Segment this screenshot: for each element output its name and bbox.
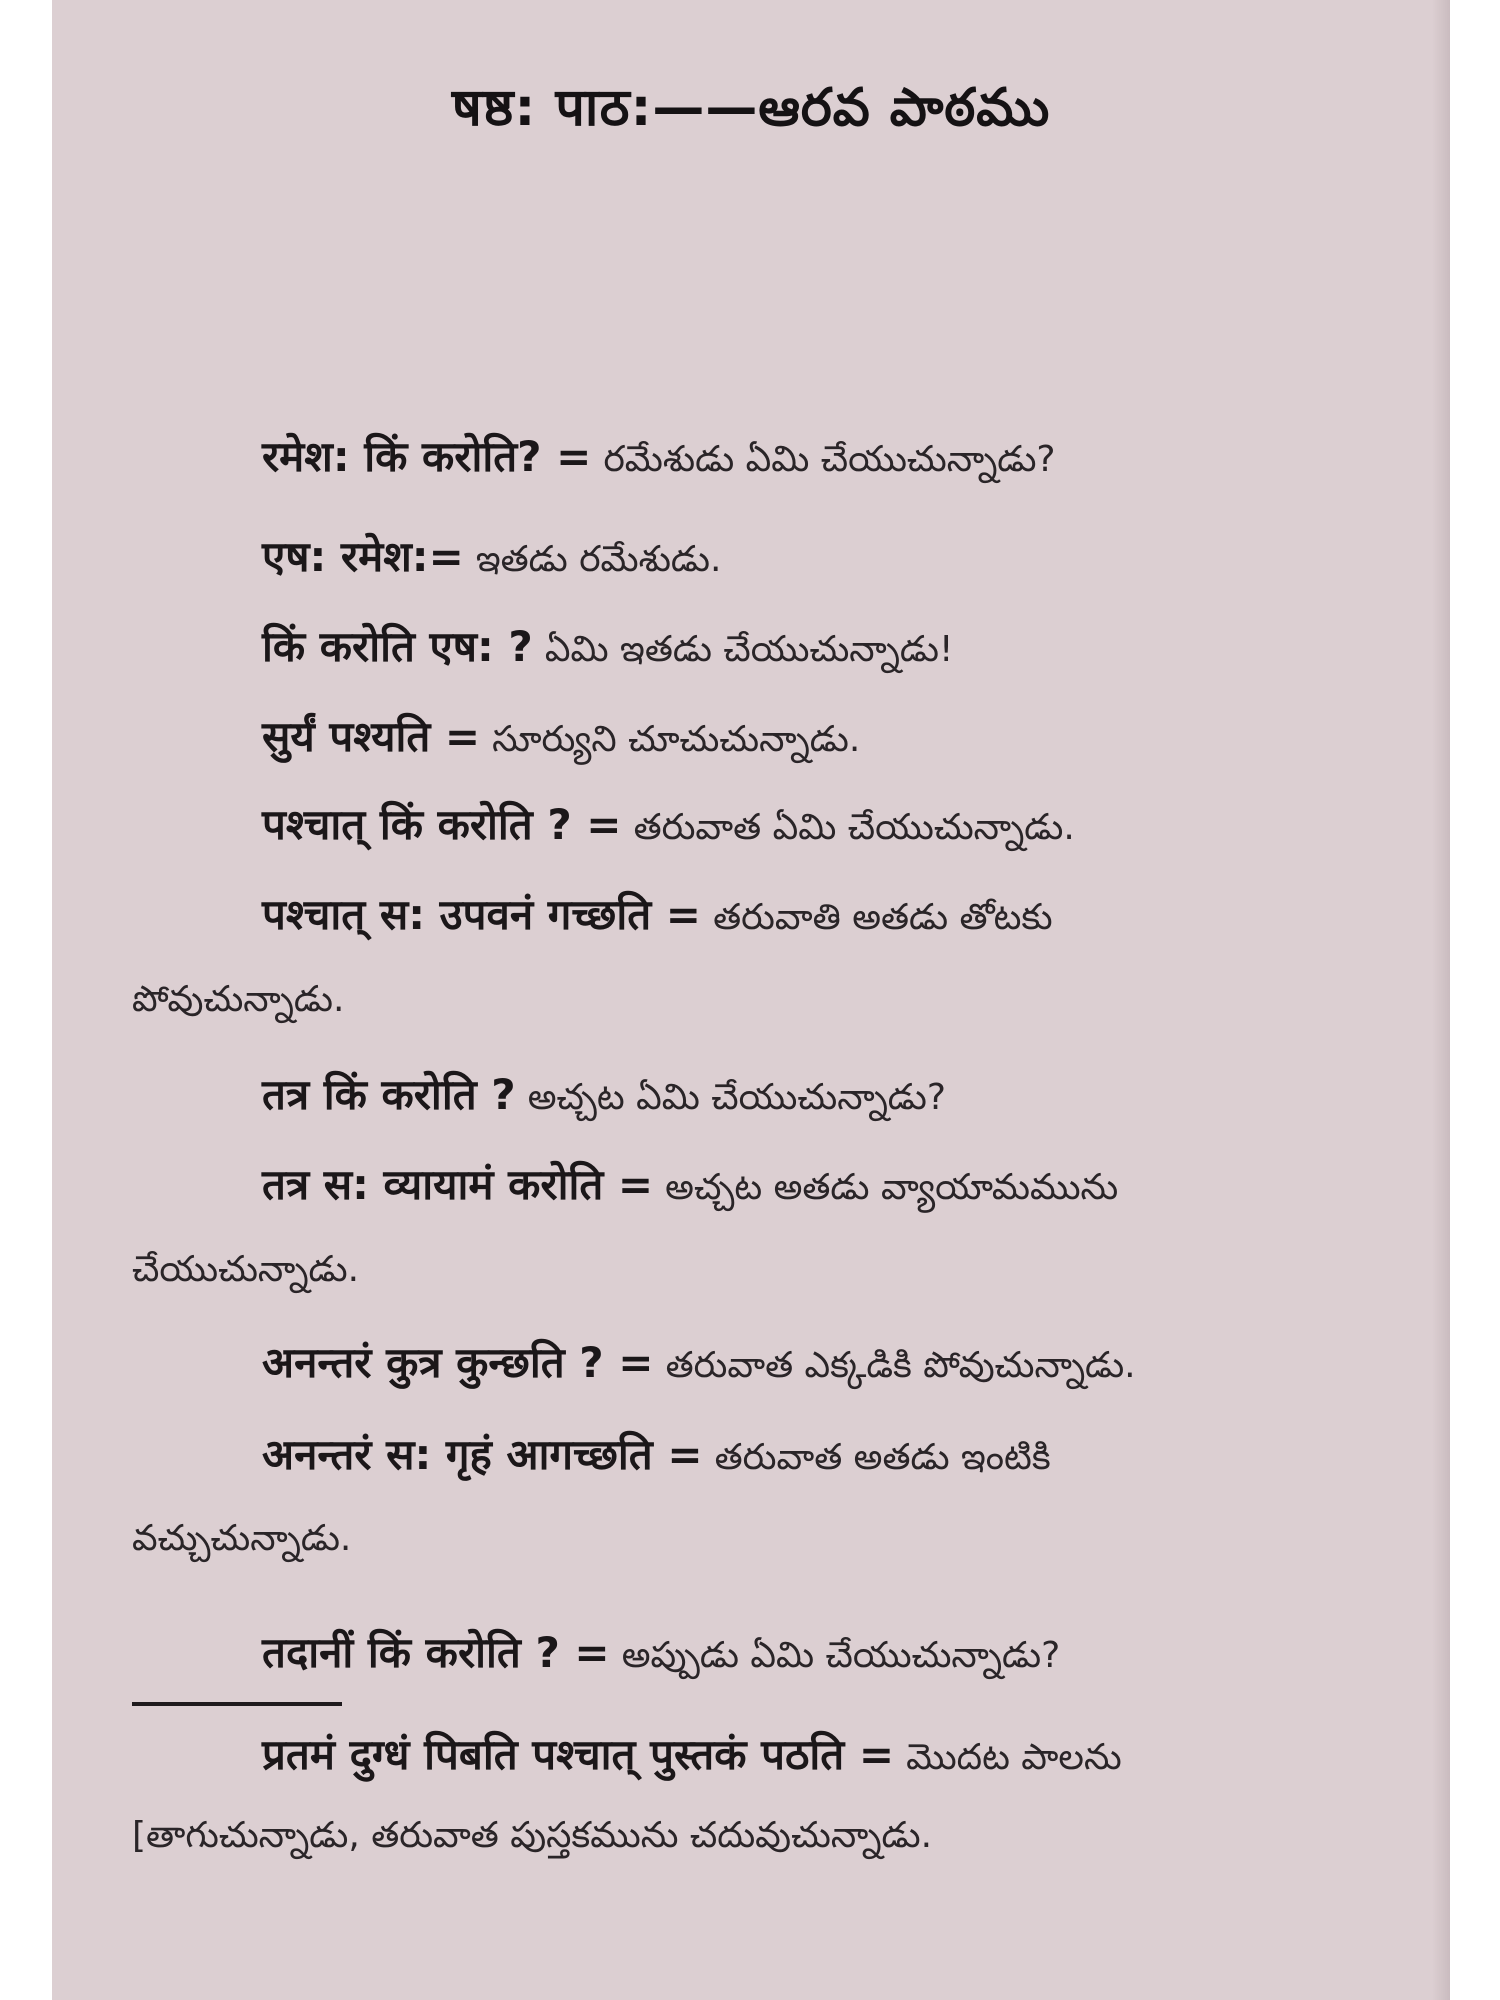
text-line	[262, 1338, 1136, 1388]
sanskrit-text: पश्चात् स: उपवनं गच्छति =	[262, 890, 701, 939]
sanskrit-text: पश्चात् किं करोति ? =	[262, 800, 622, 849]
text-line	[262, 432, 1056, 482]
text-line	[262, 1730, 1122, 1780]
sanskrit-text: अनन्तरं स: गृहं आगच्छति =	[262, 1430, 703, 1479]
telugu-text: అప్పుడు ఏమి చేయుచున్నాడు?	[621, 1635, 1061, 1676]
text-line	[262, 1070, 946, 1120]
horizontal-rule	[132, 1702, 342, 1706]
text-line-continuation	[132, 1812, 932, 1858]
sanskrit-text: किं करोति एष: ?	[262, 622, 533, 671]
text-line	[262, 1628, 1060, 1678]
text-line-continuation	[132, 976, 344, 1022]
sanskrit-text: तदानीं किं करोति ? =	[262, 1628, 610, 1677]
telugu-text: ఇతడు రమేశుడు.	[475, 539, 722, 580]
sanskrit-text: तत्र किं करोति ?	[262, 1070, 516, 1119]
sanskrit-text: एष: रमेश:=	[262, 532, 464, 581]
telugu-text: అచ్చట అతడు వ్యాయామమును	[665, 1167, 1119, 1208]
text-line	[262, 712, 860, 762]
sanskrit-text: सुर्यं पश्यति =	[262, 712, 481, 761]
sanskrit-text: तत्र स: व्यायामं करोति =	[262, 1160, 654, 1209]
telugu-text: [తాగుచున్నాడు, తరువాత పుస్తకమును చదువుచున్నాడు.	[132, 1815, 933, 1856]
page-edge-shadow	[1432, 0, 1450, 2000]
text-line	[262, 800, 1075, 850]
telugu-text: వచ్చుచున్నాడు.	[132, 1518, 352, 1559]
text-line-continuation	[132, 1515, 351, 1561]
telugu-text: తరువాత అతడు ఇంటికి	[714, 1437, 1051, 1478]
telugu-text: తరువాత ఎక్కడికి పోవుచున్నాడు.	[665, 1345, 1136, 1386]
sanskrit-text: प्रतमं दुग्धं पिबति पश्चात् पुस्तकं पठति =	[262, 1730, 895, 1779]
telugu-text: తరువాత ఏమి చేయుచున్నాడు.	[633, 807, 1075, 848]
telugu-text: సూర్యుని చూచుచున్నాడు.	[492, 719, 861, 760]
telugu-text: చేయుచున్నాడు.	[132, 1249, 360, 1290]
scanned-page	[52, 0, 1450, 2000]
text-line	[262, 1160, 1118, 1210]
telugu-text: ఏమి ఇతడు చేయుచున్నాడు!	[544, 629, 954, 670]
telugu-text: అచ్చట ఏమి చేయుచున్నాడు?	[527, 1077, 946, 1118]
text-line-continuation	[132, 1246, 359, 1292]
text-line	[262, 622, 953, 672]
sanskrit-text: रमेश: किं करोति? =	[262, 432, 592, 481]
telugu-text: రమేశుడు ఏమి చేయుచున్నాడు?	[603, 439, 1056, 480]
sanskrit-text: अनन्तरं कुत्र कुन्छति ? =	[262, 1338, 654, 1387]
text-line	[262, 532, 721, 582]
lesson-title: षष्ठ: पाठ:——ఆరవ పాఠము	[451, 78, 1051, 138]
telugu-text: పోవుచున్నాడు.	[132, 979, 345, 1020]
text-line	[262, 890, 1053, 940]
telugu-text: మొదట పాలను	[906, 1737, 1122, 1778]
text-line	[262, 1430, 1051, 1480]
telugu-text: తరువాతి అతడు తోటకు	[713, 897, 1053, 938]
